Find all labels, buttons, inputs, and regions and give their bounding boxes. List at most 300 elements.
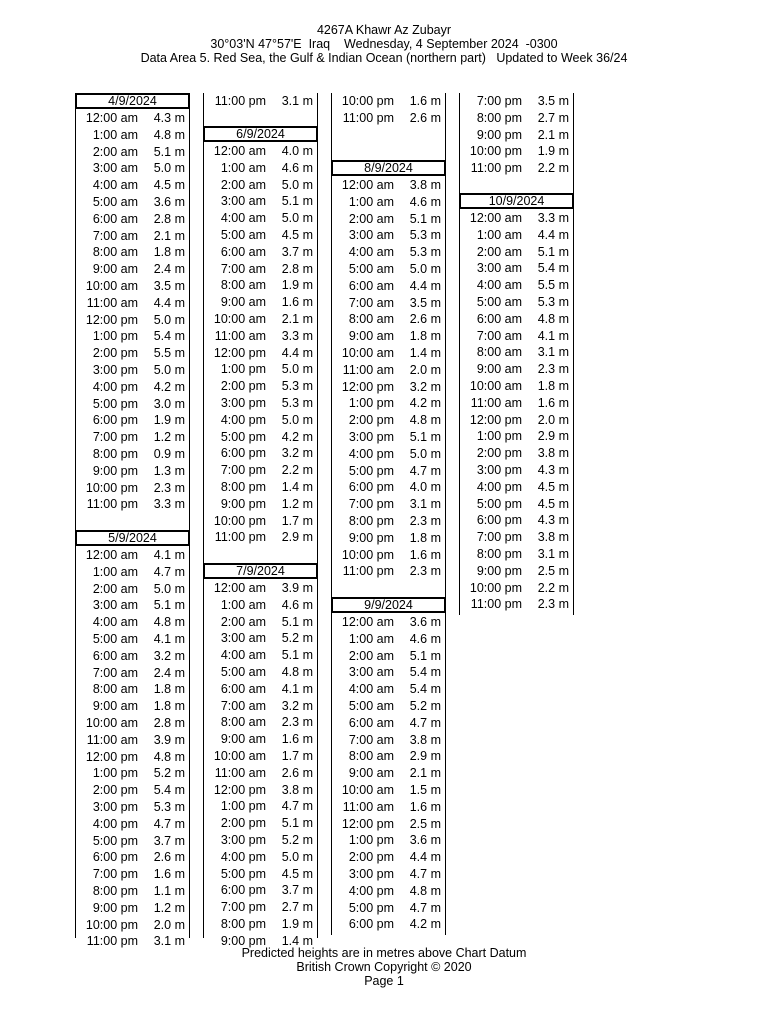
tide-time: 8:00 am bbox=[220, 278, 266, 293]
tide-time: 12:00 am bbox=[341, 615, 394, 629]
tide-row bbox=[331, 547, 446, 564]
tide-row bbox=[459, 160, 574, 177]
tide-time: 7:00 am bbox=[220, 261, 266, 276]
tide-height: 3.8 m bbox=[537, 446, 569, 461]
tide-time: 11:00 am bbox=[86, 732, 138, 747]
tide-height: 5.1 m bbox=[409, 648, 441, 663]
tide-row bbox=[75, 177, 190, 194]
tide-row bbox=[203, 630, 318, 647]
tide-time: 8:00 am bbox=[348, 312, 394, 327]
tide-row bbox=[459, 328, 574, 345]
tide-row bbox=[331, 765, 446, 782]
tide-time: 11:00 am bbox=[86, 295, 138, 310]
tide-time: 3:00 pm bbox=[220, 833, 266, 847]
tide-time: 2:00 pm bbox=[92, 783, 138, 798]
tide-height: 4.6 m bbox=[281, 160, 313, 175]
tide-time: 10:00 am bbox=[213, 749, 266, 763]
tide-time: 7:00 am bbox=[348, 295, 394, 310]
tide-row bbox=[75, 581, 190, 598]
tide-row bbox=[203, 782, 318, 799]
tide-time: 10:00 pm bbox=[341, 94, 394, 108]
tide-time: 3:00 pm bbox=[476, 463, 522, 477]
tide-height: 5.3 m bbox=[409, 245, 441, 260]
tide-time: 10:00 am bbox=[85, 716, 138, 730]
day-header: 7/9/2024 bbox=[203, 563, 318, 579]
tide-time: 9:00 am bbox=[92, 262, 138, 277]
tide-height: 3.2 m bbox=[153, 648, 185, 663]
tide-height: 3.2 m bbox=[281, 446, 313, 461]
tide-time: 11:00 pm bbox=[86, 497, 138, 512]
tide-time: 3:00 am bbox=[220, 194, 266, 209]
tide-height: 3.7 m bbox=[281, 883, 313, 898]
day-header: 8/9/2024 bbox=[331, 160, 446, 176]
tide-row bbox=[203, 345, 318, 362]
tide-time: 8:00 pm bbox=[476, 110, 522, 125]
tide-height: 3.5 m bbox=[537, 94, 569, 108]
tide-time: 3:00 am bbox=[348, 228, 394, 243]
tide-time: 12:00 am bbox=[85, 111, 138, 125]
tide-height: 3.8 m bbox=[537, 530, 569, 545]
tide-row bbox=[75, 228, 190, 245]
tide-time: 10:00 am bbox=[85, 279, 138, 293]
tide-height: 3.0 m bbox=[153, 396, 185, 411]
tide-time: 1:00 am bbox=[348, 631, 394, 646]
tide-time: 12:00 am bbox=[213, 144, 266, 158]
tide-height: 4.7 m bbox=[281, 799, 313, 814]
tide-height: 1.7 m bbox=[281, 749, 313, 763]
tide-height: 5.0 m bbox=[153, 312, 185, 327]
tide-row bbox=[203, 378, 318, 395]
tide-time: 8:00 am bbox=[220, 715, 266, 730]
tide-height: 4.0 m bbox=[281, 144, 313, 158]
tide-height: 4.8 m bbox=[537, 311, 569, 326]
tide-time: 6:00 pm bbox=[92, 413, 138, 428]
tide-height: 1.6 m bbox=[409, 547, 441, 562]
tide-height: 5.0 m bbox=[153, 363, 185, 377]
tide-height: 5.1 m bbox=[409, 211, 441, 226]
tide-time: 11:00 am bbox=[342, 799, 394, 814]
tide-row bbox=[459, 344, 574, 361]
tide-row bbox=[331, 379, 446, 396]
tide-row bbox=[203, 261, 318, 278]
tide-row bbox=[331, 832, 446, 849]
tide-row bbox=[331, 177, 446, 194]
tide-height: 4.3 m bbox=[537, 463, 569, 477]
tide-row bbox=[203, 193, 318, 210]
tide-time: 3:00 pm bbox=[348, 867, 394, 881]
tide-height: 5.1 m bbox=[153, 598, 185, 613]
tide-time: 12:00 pm bbox=[213, 345, 266, 360]
tide-time: 5:00 pm bbox=[220, 866, 266, 881]
tide-height: 4.7 m bbox=[409, 900, 441, 915]
tide-row bbox=[459, 378, 574, 395]
tide-time: 5:00 am bbox=[476, 295, 522, 309]
tide-time: 6:00 am bbox=[476, 311, 522, 326]
tide-height: 5.0 m bbox=[153, 161, 185, 176]
tide-row bbox=[459, 395, 574, 412]
footer-page: Page 1 bbox=[364, 974, 404, 988]
tide-time: 1:00 am bbox=[92, 127, 138, 142]
tide-height: 5.0 m bbox=[409, 262, 441, 276]
tide-time: 7:00 pm bbox=[220, 900, 266, 915]
tide-time: 11:00 pm bbox=[214, 94, 266, 108]
tide-row bbox=[75, 614, 190, 631]
tide-time: 10:00 am bbox=[341, 783, 394, 797]
tide-row bbox=[331, 782, 446, 799]
tide-height: 4.7 m bbox=[153, 564, 185, 579]
tide-time: 5:00 am bbox=[220, 665, 266, 679]
tide-time: 8:00 pm bbox=[92, 884, 138, 898]
tide-height: 2.9 m bbox=[409, 749, 441, 764]
tide-row bbox=[203, 294, 318, 311]
tide-height: 4.0 m bbox=[409, 480, 441, 495]
tide-height: 3.2 m bbox=[281, 698, 313, 713]
tide-time: 9:00 pm bbox=[476, 127, 522, 142]
tide-time: 7:00 am bbox=[476, 328, 522, 343]
tide-row bbox=[459, 260, 574, 277]
day-header: 4/9/2024 bbox=[75, 93, 190, 109]
tide-row bbox=[203, 882, 318, 899]
tide-row bbox=[203, 445, 318, 462]
tide-height: 2.3 m bbox=[537, 362, 569, 377]
tide-row bbox=[75, 765, 190, 782]
tide-height: 4.4 m bbox=[281, 345, 313, 360]
tide-time: 2:00 am bbox=[92, 581, 138, 596]
tide-height: 1.8 m bbox=[153, 699, 185, 714]
day-header: 5/9/2024 bbox=[75, 530, 190, 546]
tide-height: 1.8 m bbox=[409, 530, 441, 545]
tide-row bbox=[203, 395, 318, 412]
tide-row bbox=[331, 311, 446, 328]
tide-row bbox=[75, 144, 190, 161]
tide-height: 4.8 m bbox=[153, 127, 185, 142]
tide-row bbox=[203, 328, 318, 345]
tide-height: 5.0 m bbox=[281, 211, 313, 226]
tide-row bbox=[459, 412, 574, 429]
tide-row bbox=[203, 462, 318, 479]
tide-row bbox=[459, 361, 574, 378]
tide-time: 6:00 am bbox=[220, 244, 266, 259]
tide-height: 2.1 m bbox=[537, 127, 569, 142]
tide-height: 4.5 m bbox=[537, 479, 569, 494]
tide-row bbox=[331, 530, 446, 547]
tide-time: 7:00 pm bbox=[92, 430, 138, 445]
tide-height: 4.8 m bbox=[153, 615, 185, 630]
tide-row bbox=[331, 110, 446, 127]
tide-time: 8:00 pm bbox=[220, 917, 266, 931]
tide-height: 2.2 m bbox=[281, 463, 313, 478]
tide-height: 2.2 m bbox=[537, 161, 569, 176]
tide-time: 4:00 pm bbox=[92, 816, 138, 831]
tide-time: 5:00 am bbox=[348, 699, 394, 713]
tide-row bbox=[75, 732, 190, 749]
tide-height: 5.1 m bbox=[281, 194, 313, 209]
tide-time: 3:00 pm bbox=[92, 363, 138, 377]
tide-time: 6:00 am bbox=[348, 715, 394, 730]
tide-row bbox=[203, 849, 318, 866]
tide-row bbox=[75, 883, 190, 900]
tide-time: 7:00 am bbox=[348, 732, 394, 747]
tide-row bbox=[75, 631, 190, 648]
tide-height: 4.1 m bbox=[153, 632, 185, 646]
tide-row bbox=[75, 866, 190, 883]
tide-height: 1.8 m bbox=[537, 379, 569, 393]
tide-height: 4.8 m bbox=[409, 883, 441, 898]
tide-height: 2.8 m bbox=[153, 716, 185, 730]
tide-time: 7:00 am bbox=[220, 698, 266, 713]
tide-time: 6:00 pm bbox=[348, 480, 394, 495]
tide-time: 11:00 am bbox=[342, 362, 394, 377]
tide-row bbox=[75, 496, 190, 513]
tide-time: 2:00 pm bbox=[348, 850, 394, 865]
tide-time: 2:00 am bbox=[348, 211, 394, 226]
tide-row bbox=[331, 93, 446, 110]
tide-height: 1.6 m bbox=[281, 732, 313, 747]
tide-time: 7:00 pm bbox=[348, 497, 394, 512]
tide-height: 4.6 m bbox=[409, 194, 441, 209]
tide-height: 4.2 m bbox=[281, 429, 313, 444]
tide-time: 1:00 am bbox=[220, 160, 266, 175]
tide-time: 2:00 am bbox=[220, 177, 266, 192]
tide-time: 6:00 pm bbox=[348, 917, 394, 932]
tide-height: 4.7 m bbox=[153, 816, 185, 831]
tide-time: 1:00 pm bbox=[348, 396, 394, 411]
tide-height: 3.1 m bbox=[281, 94, 313, 108]
tide-height: 5.1 m bbox=[153, 144, 185, 159]
tide-row bbox=[75, 782, 190, 799]
tide-row bbox=[75, 244, 190, 261]
tide-height: 4.4 m bbox=[153, 295, 185, 310]
tide-time: 4:00 pm bbox=[92, 379, 138, 394]
tide-time: 1:00 pm bbox=[220, 362, 266, 377]
tide-height: 5.3 m bbox=[537, 295, 569, 309]
tide-time: 11:00 am bbox=[470, 395, 522, 410]
tide-time: 4:00 am bbox=[348, 682, 394, 697]
tide-time: 7:00 pm bbox=[92, 867, 138, 882]
tide-height: 4.3 m bbox=[537, 513, 569, 528]
tide-time: 8:00 am bbox=[92, 245, 138, 260]
tide-row bbox=[331, 900, 446, 917]
tide-row bbox=[203, 177, 318, 194]
tide-row bbox=[459, 479, 574, 496]
tide-height: 3.3 m bbox=[281, 328, 313, 343]
tide-time: 9:00 pm bbox=[348, 530, 394, 545]
tide-height: 2.3 m bbox=[409, 514, 441, 528]
tide-row bbox=[75, 194, 190, 211]
tide-row bbox=[331, 648, 446, 665]
tide-row bbox=[203, 496, 318, 513]
tide-height: 5.1 m bbox=[537, 244, 569, 259]
tide-time: 5:00 pm bbox=[92, 396, 138, 411]
tide-height: 4.6 m bbox=[409, 631, 441, 646]
tide-row bbox=[203, 311, 318, 328]
tide-time: 1:00 pm bbox=[348, 833, 394, 848]
tide-height: 3.7 m bbox=[281, 244, 313, 259]
tide-height: 1.4 m bbox=[409, 346, 441, 360]
tide-row bbox=[75, 379, 190, 396]
tide-row bbox=[203, 412, 318, 429]
tide-time: 1:00 pm bbox=[92, 766, 138, 781]
tide-time: 2:00 pm bbox=[220, 816, 266, 831]
tide-height: 2.5 m bbox=[537, 563, 569, 578]
tide-height: 4.7 m bbox=[409, 715, 441, 730]
tide-row bbox=[203, 529, 318, 546]
tide-row bbox=[203, 681, 318, 698]
tide-height: 5.4 m bbox=[409, 682, 441, 697]
tide-row bbox=[331, 883, 446, 900]
tide-row bbox=[203, 361, 318, 378]
tide-time: 10:00 pm bbox=[469, 144, 522, 159]
tide-height: 2.0 m bbox=[537, 412, 569, 427]
tide-time: 2:00 pm bbox=[476, 446, 522, 461]
tide-time: 12:00 am bbox=[469, 211, 522, 225]
tide-time: 11:00 pm bbox=[342, 564, 394, 579]
tide-height: 4.3 m bbox=[153, 111, 185, 125]
tide-height: 2.1 m bbox=[281, 312, 313, 326]
tide-time: 4:00 am bbox=[92, 615, 138, 630]
tide-time: 9:00 pm bbox=[476, 563, 522, 578]
tide-height: 3.8 m bbox=[409, 732, 441, 747]
tide-time: 8:00 am bbox=[476, 345, 522, 360]
tide-height: 0.9 m bbox=[153, 447, 185, 461]
tide-height: 4.8 m bbox=[281, 665, 313, 679]
tide-row bbox=[331, 227, 446, 244]
tide-row bbox=[203, 748, 318, 765]
tide-time: 2:00 am bbox=[476, 244, 522, 259]
tide-row bbox=[75, 849, 190, 866]
tide-row bbox=[75, 681, 190, 698]
tide-row bbox=[459, 580, 574, 597]
station-location-date: 30°03'N 47°57'E Iraq Wednesday, 4 September 2024 -0300 bbox=[210, 37, 558, 51]
tide-height: 1.2 m bbox=[153, 900, 185, 915]
tide-row bbox=[331, 429, 446, 446]
station-name: 4267A Khawr Az Zubayr bbox=[316, 23, 452, 37]
tide-time: 7:00 am bbox=[92, 228, 138, 243]
tide-row bbox=[203, 714, 318, 731]
tide-row bbox=[459, 445, 574, 462]
tide-time: 2:00 am bbox=[92, 144, 138, 159]
tide-height: 4.5 m bbox=[537, 496, 569, 511]
tide-height: 2.1 m bbox=[153, 228, 185, 243]
tide-row bbox=[75, 665, 190, 682]
tide-row bbox=[331, 799, 446, 816]
tide-height: 1.8 m bbox=[153, 682, 185, 697]
tide-height: 4.5 m bbox=[153, 178, 185, 193]
tide-height: 1.6 m bbox=[537, 395, 569, 410]
tide-row bbox=[331, 631, 446, 648]
tide-row bbox=[203, 614, 318, 631]
tide-height: 5.4 m bbox=[409, 665, 441, 680]
tide-time: 5:00 pm bbox=[220, 429, 266, 444]
tide-height: 1.1 m bbox=[153, 884, 185, 898]
tide-time: 9:00 am bbox=[348, 766, 394, 781]
tide-row bbox=[331, 681, 446, 698]
tide-height: 5.4 m bbox=[537, 261, 569, 276]
tide-row bbox=[203, 765, 318, 782]
tide-row bbox=[75, 278, 190, 295]
tide-row bbox=[331, 446, 446, 463]
tide-row bbox=[459, 462, 574, 479]
tide-row bbox=[203, 815, 318, 832]
tide-row bbox=[75, 211, 190, 228]
tide-height: 3.2 m bbox=[409, 379, 441, 394]
tide-time: 4:00 am bbox=[476, 278, 522, 293]
tide-height: 1.9 m bbox=[281, 917, 313, 931]
tide-time: 4:00 pm bbox=[348, 883, 394, 898]
tide-row bbox=[459, 93, 574, 110]
tide-height: 1.6 m bbox=[409, 94, 441, 108]
tide-time: 4:00 am bbox=[220, 211, 266, 226]
tide-row bbox=[331, 866, 446, 883]
tide-height: 2.4 m bbox=[153, 262, 185, 277]
tide-time: 6:00 pm bbox=[92, 850, 138, 865]
tide-row bbox=[75, 295, 190, 312]
tide-height: 2.8 m bbox=[281, 261, 313, 276]
tide-time: 9:00 pm bbox=[92, 900, 138, 915]
tide-time: 4:00 am bbox=[92, 178, 138, 193]
tide-time: 3:00 am bbox=[348, 665, 394, 680]
tide-height: 5.3 m bbox=[153, 800, 185, 814]
tide-row bbox=[331, 563, 446, 580]
tide-row bbox=[331, 345, 446, 362]
tide-time: 12:00 pm bbox=[341, 379, 394, 394]
tide-time: 8:00 am bbox=[92, 682, 138, 697]
tide-row bbox=[459, 294, 574, 311]
tide-time: 1:00 pm bbox=[220, 799, 266, 814]
tide-row bbox=[75, 547, 190, 564]
tide-row bbox=[331, 614, 446, 631]
tide-time: 9:00 am bbox=[348, 329, 394, 344]
tide-height: 3.8 m bbox=[409, 178, 441, 192]
tide-time: 3:00 pm bbox=[348, 430, 394, 444]
tide-time: 4:00 pm bbox=[348, 446, 394, 461]
tide-height: 3.3 m bbox=[153, 497, 185, 512]
tide-time: 3:00 pm bbox=[220, 396, 266, 410]
tide-height: 2.5 m bbox=[409, 816, 441, 831]
tide-row bbox=[331, 194, 446, 211]
tide-time: 3:00 am bbox=[92, 161, 138, 176]
tide-height: 2.9 m bbox=[281, 530, 313, 545]
tide-time: 8:00 pm bbox=[92, 447, 138, 461]
tide-row bbox=[75, 261, 190, 278]
tide-height: 5.1 m bbox=[409, 430, 441, 444]
tide-row bbox=[459, 143, 574, 160]
tide-time: 12:00 am bbox=[341, 178, 394, 192]
tide-time: 1:00 pm bbox=[92, 329, 138, 344]
tide-row bbox=[75, 799, 190, 816]
footer-copyright: British Crown Copyright © 2020 bbox=[296, 960, 472, 974]
tide-height: 4.2 m bbox=[409, 917, 441, 932]
tide-row bbox=[75, 715, 190, 732]
tide-height: 5.1 m bbox=[281, 816, 313, 831]
day-header: 9/9/2024 bbox=[331, 597, 446, 613]
tide-height: 4.2 m bbox=[153, 379, 185, 394]
tide-time: 10:00 pm bbox=[85, 480, 138, 495]
tide-time: 10:00 pm bbox=[469, 580, 522, 595]
tide-time: 9:00 pm bbox=[92, 463, 138, 478]
tide-time: 9:00 pm bbox=[220, 933, 266, 948]
tide-time: 6:00 pm bbox=[220, 883, 266, 898]
tide-row bbox=[459, 277, 574, 294]
tide-height: 1.9 m bbox=[537, 144, 569, 159]
tide-height: 4.6 m bbox=[281, 597, 313, 612]
tide-height: 4.4 m bbox=[409, 278, 441, 293]
tide-height: 2.7 m bbox=[537, 110, 569, 125]
tide-row bbox=[75, 110, 190, 127]
tide-time: 2:00 am bbox=[220, 614, 266, 629]
tide-height: 4.4 m bbox=[537, 227, 569, 242]
tide-height: 2.4 m bbox=[153, 665, 185, 680]
